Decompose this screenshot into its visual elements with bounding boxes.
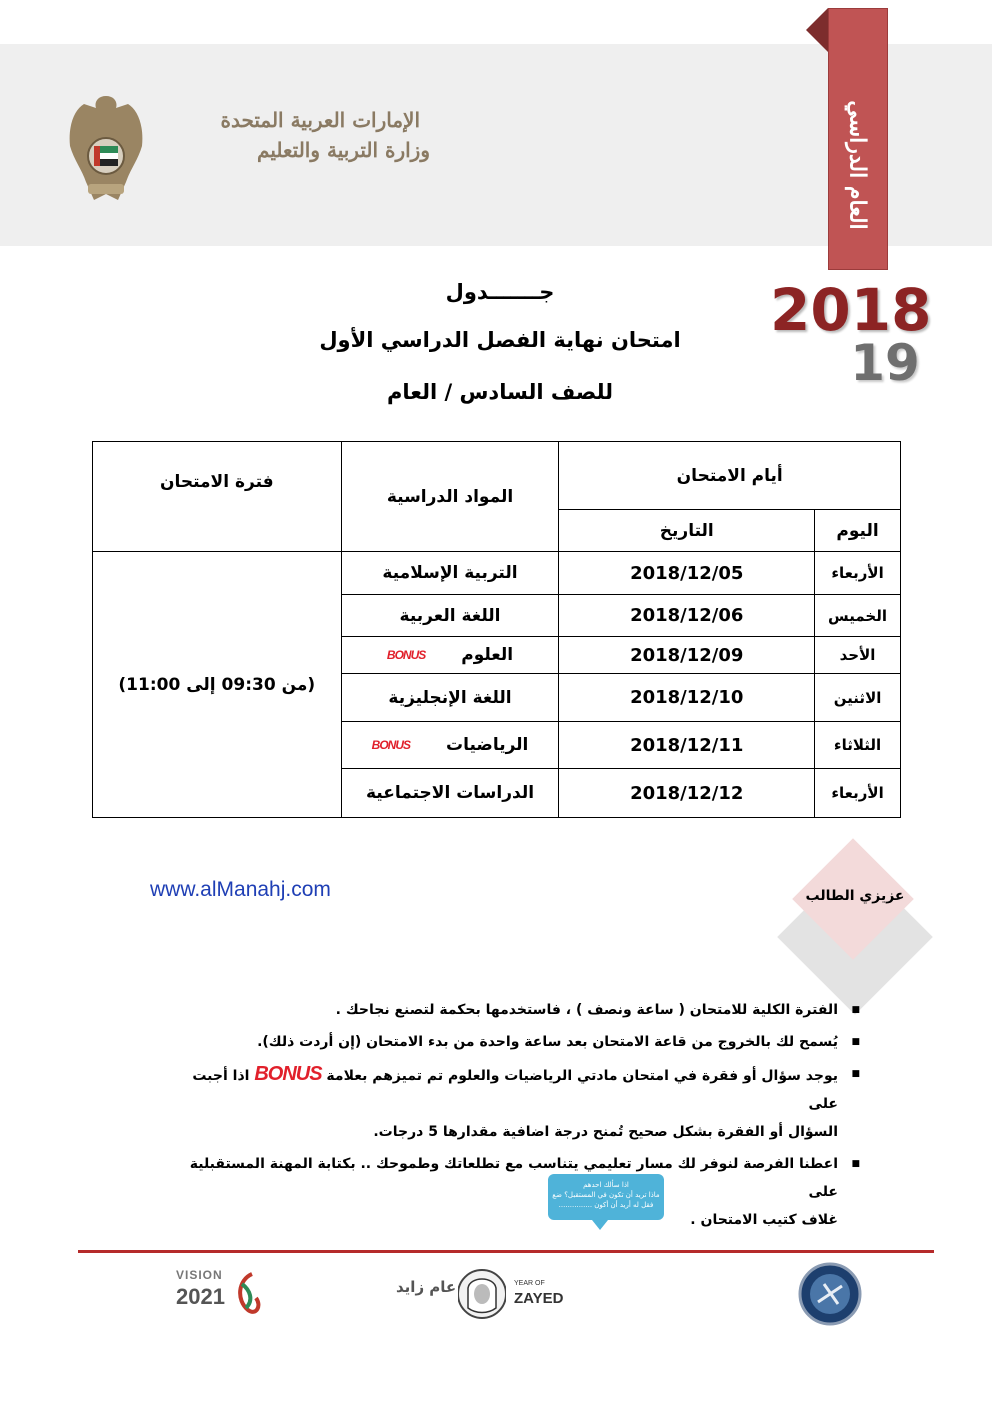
row-subject: الرياضيات [446,735,529,755]
list-item [160,996,860,1024]
row-subject: التربية الإسلامية [341,552,559,595]
row-day: الخميس [815,595,901,637]
ministry-name-line2: وزارة التربية والتعليم [257,138,430,162]
row-subject: اللغة الإنجليزية [341,674,559,722]
bubble-line: فقل له أريد أن أكون ............... [558,1201,654,1209]
vision-2021-logo [176,1262,276,1326]
exam-title: امتحان نهاية الفصل الدراسي الأول [319,328,681,352]
list-item [160,1060,860,1146]
student-notes-list [160,996,860,1238]
bonus-badge: BONUS [371,738,410,752]
bubble-line: اذا سألك احدهم [583,1181,629,1189]
vision-swirl-icon [232,1270,266,1320]
row-date: 2018/12/10 [559,674,815,722]
row-subject: اللغة العربية [341,595,559,637]
note-line [160,1060,838,1118]
ministry-logo [40,70,430,218]
list-item [160,1150,860,1234]
header-exam-days: أيام الامتحان [559,442,901,510]
website-link[interactable]: www.alManahj.com [150,878,331,901]
dear-student-label: عزيزي الطالب [805,888,905,904]
vision-year: 2021 [176,1284,225,1309]
speech-bubble-tail [592,1220,608,1230]
header-date: التاريخ [559,510,815,552]
table-row [93,552,901,595]
row-subject-cell [341,722,559,769]
row-date: 2018/12/05 [559,552,815,595]
year-sub: 19 [850,334,920,392]
ribbon-fold [806,8,828,52]
grade-title: للصف السادس / العام [386,380,614,404]
zayed-arabic-label: عام زايد [396,1278,457,1296]
header-subjects: المواد الدراسية [341,442,559,552]
header-period: فترة الامتحان [93,442,342,552]
row-date: 2018/12/09 [559,637,815,674]
row-subject: الدراسات الاجتماعية [341,769,559,818]
row-date: 2018/12/11 [559,722,815,769]
row-day: الأربعاء [815,769,901,818]
vision-label: VISION [176,1268,223,1282]
note-text: السؤال أو الفقرة بشكل صحيح تُمنح درجة اضافية مقدارها 5 درجات. [373,1124,838,1140]
list-item [160,1028,860,1056]
khalifasat-logo [798,1262,862,1326]
note-text: الفترة الكلية للامتحان ( ساعة ونصف ) ، فاستخدمها بحكمة لتصنع نجاحك . [335,1002,838,1018]
header-day: اليوم [815,510,901,552]
falcon-emblem-icon [64,90,148,208]
note-text: يُسمح لك بالخروج من قاعة الامتحان بعد ساعة واحدة من بدء الامتحان (إن أردت ذلك). [257,1034,838,1050]
note-text: يوجد سؤال أو فقرة في امتحان مادتي الرياضيات والعلوم تم تميزهم بعلامة [326,1068,838,1084]
satellite-badge-icon [798,1262,862,1326]
note-text: اذا أجبت على [192,1068,838,1112]
row-subject-cell [341,637,559,674]
year-of-zayed-logo [396,1264,576,1324]
footer-divider [78,1250,934,1253]
zayed-portrait-icon [458,1268,506,1320]
note-text: ■ اعطنا الفرصة لنوفر لك مسار تعليمي يتناسب مع تطلعاتك وطموحك .. بكتابة المهنة المستقبلية على [189,1156,838,1200]
speech-bubble [548,1174,664,1220]
page-title: جـــــــدول [445,280,555,304]
ribbon-label-wrap [828,70,888,260]
row-day: الثلاثاء [815,722,901,769]
note-text: غلاف كتيب الامتحان . [690,1212,838,1228]
ministry-name-line1: الإمارات العربية المتحدة [220,108,420,132]
row-date: 2018/12/12 [559,769,815,818]
zayed-english-small: YEAR OF [514,1280,545,1287]
exam-schedule-table [92,441,901,818]
row-day: الأربعاء [815,552,901,595]
year-main: 2018 [770,276,932,344]
row-date: 2018/12/06 [559,595,815,637]
row-subject: العلوم [461,645,514,665]
bubble-line: ماذا تريد أن تكون في المستقبل؟ ضع [552,1191,660,1199]
row-day: الأحد [815,637,901,674]
row-day: الاثنين [815,674,901,722]
ribbon-label: العام الدراسي [845,100,872,230]
exam-period: (من 09:30 إلى 11:00) [93,552,342,818]
bonus-badge: BONUS [254,1063,322,1085]
zayed-english-big: ZAYED [514,1290,564,1307]
bonus-badge: BONUS [386,648,426,662]
